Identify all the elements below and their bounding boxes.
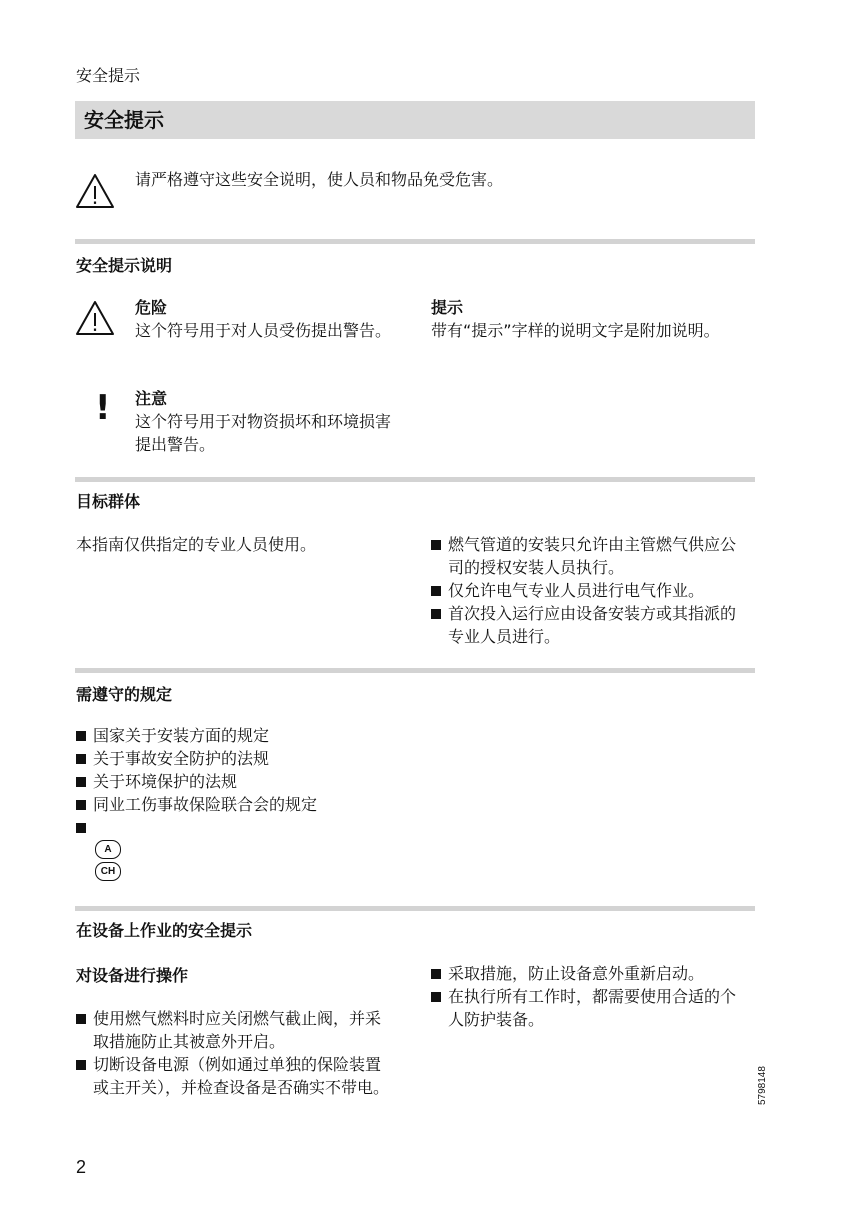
page-title: 安全提示 <box>75 101 755 139</box>
section-divider <box>75 239 755 244</box>
note-text: 这个符号用于对物资损坏和环境损害提出警告。 <box>135 412 392 454</box>
intro-text: 请严格遵守这些安全说明，使人员和物品免受危害。 <box>135 170 504 189</box>
list-item: 采取措施，防止设备意外重新启动。 <box>431 962 747 985</box>
subheading-operation: 对设备进行操作 <box>76 966 189 985</box>
running-header: 安全提示 <box>76 66 141 85</box>
regulations-list <box>76 724 406 839</box>
section-heading-explanation: 安全提示说明 <box>76 256 173 275</box>
danger-text: 这个符号用于对人员受伤提出警告。 <box>135 321 392 340</box>
danger-title: 危险 <box>135 298 168 317</box>
list-item: 燃气管道的安装只允许由主管燃气供应公司的授权安装人员执行。 <box>431 533 747 579</box>
operation-list-left <box>76 1007 396 1099</box>
list-item <box>76 816 406 839</box>
target-group-list <box>431 533 747 648</box>
list-item: 使用燃气燃料时应关闭燃气截止阀，并采取措施防止其被意外开启。 <box>76 1007 396 1053</box>
operation-list-right <box>431 962 747 1031</box>
list-item: 关于环境保护的法规 <box>76 770 406 793</box>
section-divider <box>75 906 755 911</box>
target-group-text: 本指南仅供指定的专业人员使用。 <box>76 535 317 554</box>
section-heading-work-safety: 在设备上作业的安全提示 <box>76 921 253 940</box>
note-title: 注意 <box>135 389 168 408</box>
list-item: 在执行所有工作时，都需要使用合适的个人防护装备。 <box>431 985 747 1031</box>
note-block <box>135 387 397 456</box>
hint-block <box>431 296 729 342</box>
hint-text: 带有“提示”字样的说明文字是附加说明。 <box>431 321 720 340</box>
list-item: 国家关于安装方面的规定 <box>76 724 406 747</box>
warning-triangle-icon <box>75 300 115 336</box>
warning-triangle-icon <box>75 173 115 209</box>
country-badge-ch: CH <box>95 862 121 881</box>
section-heading-target-group: 目标群体 <box>76 492 141 511</box>
list-item: 仅允许电气专业人员进行电气作业。 <box>431 579 747 602</box>
list-item: 首次投入运行应由设备安装方或其指派的专业人员进行。 <box>431 602 747 648</box>
section-divider <box>75 477 755 482</box>
document-code: 5798148 <box>757 1066 768 1105</box>
hint-title: 提示 <box>431 298 464 317</box>
list-item: 同业工伤事故保险联合会的规定 <box>76 793 406 816</box>
country-badge-a: A <box>95 840 121 859</box>
exclamation-icon: ! <box>95 388 111 428</box>
list-item: 关于事故安全防护的法规 <box>76 747 406 770</box>
section-heading-regulations: 需遵守的规定 <box>76 685 173 704</box>
list-item: 切断设备电源（例如通过单独的保险装置或主开关），并检查设备是否确实不带电。 <box>76 1053 396 1099</box>
page-number: 2 <box>76 1157 87 1177</box>
danger-block <box>135 296 397 342</box>
section-divider <box>75 668 755 673</box>
